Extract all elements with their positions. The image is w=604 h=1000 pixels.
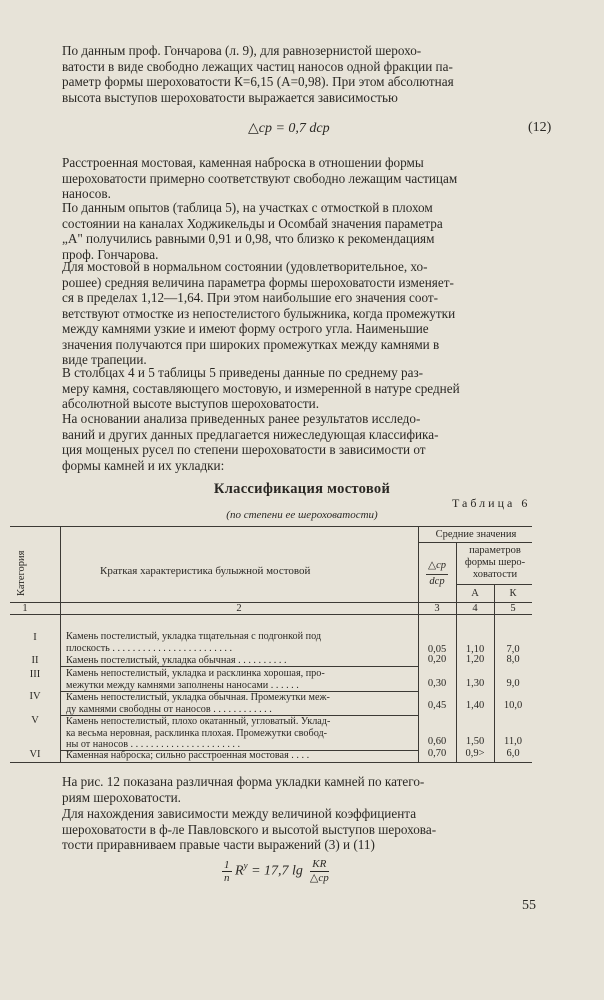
table-row-k: 7,0 xyxy=(506,644,520,655)
table-row-ratio: 0,05 xyxy=(427,644,447,655)
header-ratio-bar xyxy=(426,574,448,575)
table-row-a: 1,30 xyxy=(465,678,485,689)
paragraph-6: На основании анализа приведенных ранее результатов исследо- ваний и других данных предлагается нижеследующая классифика- ция мощеных русел по степени шероховатости в зависимости от формы камней и их укладки: xyxy=(62,411,439,473)
table-subtitle: (по степени ее шероховатости) xyxy=(226,509,378,521)
table-row-desc: Камень постелистый, укладка обычная . . . . . . . . . . xyxy=(66,655,287,666)
table-row-cat: VI xyxy=(29,749,41,760)
table-row-a: 1,50 xyxy=(465,736,485,747)
formula-r: R xyxy=(235,863,244,879)
paragraph-7: На рис. 12 показана различная форма укладки камней по катего- риям шероховатости. xyxy=(62,774,425,805)
table-row-desc: Камень непостелистый, плохо окатанный, угловатый. Уклад- ка весьма неровная, расклинка плохая. Промежутки свобод- ны от наносов . . . . . . . . . . . . . . . . . . . . . . xyxy=(66,716,331,750)
colnum-4: 4 xyxy=(472,603,478,614)
header-category: Категория xyxy=(16,550,27,596)
formula-12-number: (12) xyxy=(528,120,552,135)
table-row-cat: I xyxy=(33,632,37,643)
table-row-desc: Каменная наброска; сильно расстроенная мостовая . . . . xyxy=(66,750,310,761)
page-number: 55 xyxy=(522,898,536,913)
paragraph-5: В столбцах 4 и 5 таблицы 5 приведены данные по среднему раз- меру камня, составляющего мостовую, и измеренной в натуре средней абсолютной высоте выступов шероховатости. xyxy=(62,365,460,411)
formula-kr-top: KR xyxy=(310,858,329,872)
table-row-k: 10,0 xyxy=(503,700,523,711)
colnum-2: 2 xyxy=(236,603,242,614)
table-bottom-rule xyxy=(10,762,532,763)
formula-final xyxy=(222,858,329,892)
table-row-desc: Камень постелистый, укладка тщательная с подгонкой под плоскость . . . . . . . . . . . . . . . . . . . . . . . . xyxy=(66,631,322,654)
table-row-k: 6,0 xyxy=(506,748,520,759)
header-col-k: К xyxy=(509,588,517,599)
table-rule-averages xyxy=(418,542,532,543)
table-row-cat: V xyxy=(31,715,39,726)
paragraph-3: По данным опытов (таблица 5), на участках с отмосткой в плохом состоянии на каналах Ходжикельды и Осомбай значения параметра „А" получились равными 0,91 и 0,98, что близко к рекомендациям проф. Гончарова. xyxy=(62,200,443,262)
table-label: Таблица 6 xyxy=(452,496,531,510)
table-row-cat: II xyxy=(31,655,39,666)
table-row-ratio: 0,60 xyxy=(427,736,447,747)
header-params: параметров формы шеро- ховатости xyxy=(464,545,526,580)
paragraph-4: Для мостовой в нормальном состоянии (удовлетворительное, хо- рошее) средняя величина параметра формы шероховатости изменяет- ся в пределах 1,12—1,64. При этом наибольшие его значения соот- ветствуют отмостке из непостелистого булыжника, когда промежутки между камнями узкие и имеют форму острого угла. Наименьшие значения получаются при широких промежутках между камнями в виде трапеции. xyxy=(62,259,456,367)
header-ratio-bottom: dср xyxy=(429,576,445,587)
table-row-desc: Камень непостелистый, укладка и расклинка хорошая, про- межутки между камнями заполнены наносами . . . . . . xyxy=(66,668,325,691)
paragraph-8: Для нахождения зависимости между величиной коэффициента шероховатости в ф-ле Павловского и высотой выступов шерохова- тости приравниваем правые части выражений (3) и (11) xyxy=(62,806,437,852)
table-row-k: 8,0 xyxy=(506,654,520,665)
table-row-k: 11,0 xyxy=(504,736,522,747)
paragraph-1: По данным проф. Гончарова (л. 9), для равнозернистой шерохо- ватости в виде свободно лежащих частиц наносов одной фракции па- раметр формы шероховатости К=6,15 (А=0,98). При этом абсолютная высота выступов шероховатости выражается зависимостью xyxy=(62,43,454,105)
table-top-rule xyxy=(10,526,532,527)
table-row-cat: III xyxy=(29,669,41,680)
formula-kr-bottom: △ср xyxy=(309,872,329,884)
table-row-cat: IV xyxy=(29,691,41,702)
colnum-3: 3 xyxy=(434,603,440,614)
header-col-a: А xyxy=(471,588,479,599)
formula-frac xyxy=(222,859,232,884)
table-row-ratio: 0,45 xyxy=(427,700,447,711)
formula-12: △ср = 0,7 dср xyxy=(248,121,330,136)
table-row-a: 1,20 xyxy=(465,654,485,665)
table-row-a: 0,9> xyxy=(465,748,485,759)
table-title: Классификация мостовой xyxy=(213,481,391,497)
table-row-a: 1,40 xyxy=(465,700,485,711)
formula-frac-top: 1 xyxy=(224,859,230,871)
formula-frac-bottom: n xyxy=(224,872,230,884)
formula-eq: = 17,7 lg xyxy=(247,863,307,879)
table-row-a: 1,10 xyxy=(465,644,485,655)
table-row-ratio: 0,70 xyxy=(427,748,447,759)
formula-kr-frac xyxy=(310,858,329,885)
colnum-5: 5 xyxy=(510,603,516,614)
table-vrule-1 xyxy=(60,526,61,762)
table-row-desc: Камень непостелистый, укладка обычная. Промежутки меж- ду камнями свободны от наносов . . . . . . . . . . . . xyxy=(66,692,330,715)
header-averages: Средние значения xyxy=(435,529,517,540)
paragraph-2: Расстроенная мостовая, каменная наброска в отношении формы шероховатости примерно соответствуют свободно лежащим частицам наносов. xyxy=(62,155,458,201)
table-row-ratio: 0,20 xyxy=(427,654,447,665)
formula-r-exp: y xyxy=(243,860,248,871)
colnum-1: 1 xyxy=(22,603,28,614)
table-row-k: 9,0 xyxy=(506,678,520,689)
header-description: Краткая характеристика булыжной мостовой xyxy=(100,565,311,577)
table-row-ratio: 0,30 xyxy=(427,678,447,689)
row-divider xyxy=(60,666,418,667)
header-ratio-top: △ср xyxy=(428,560,446,571)
